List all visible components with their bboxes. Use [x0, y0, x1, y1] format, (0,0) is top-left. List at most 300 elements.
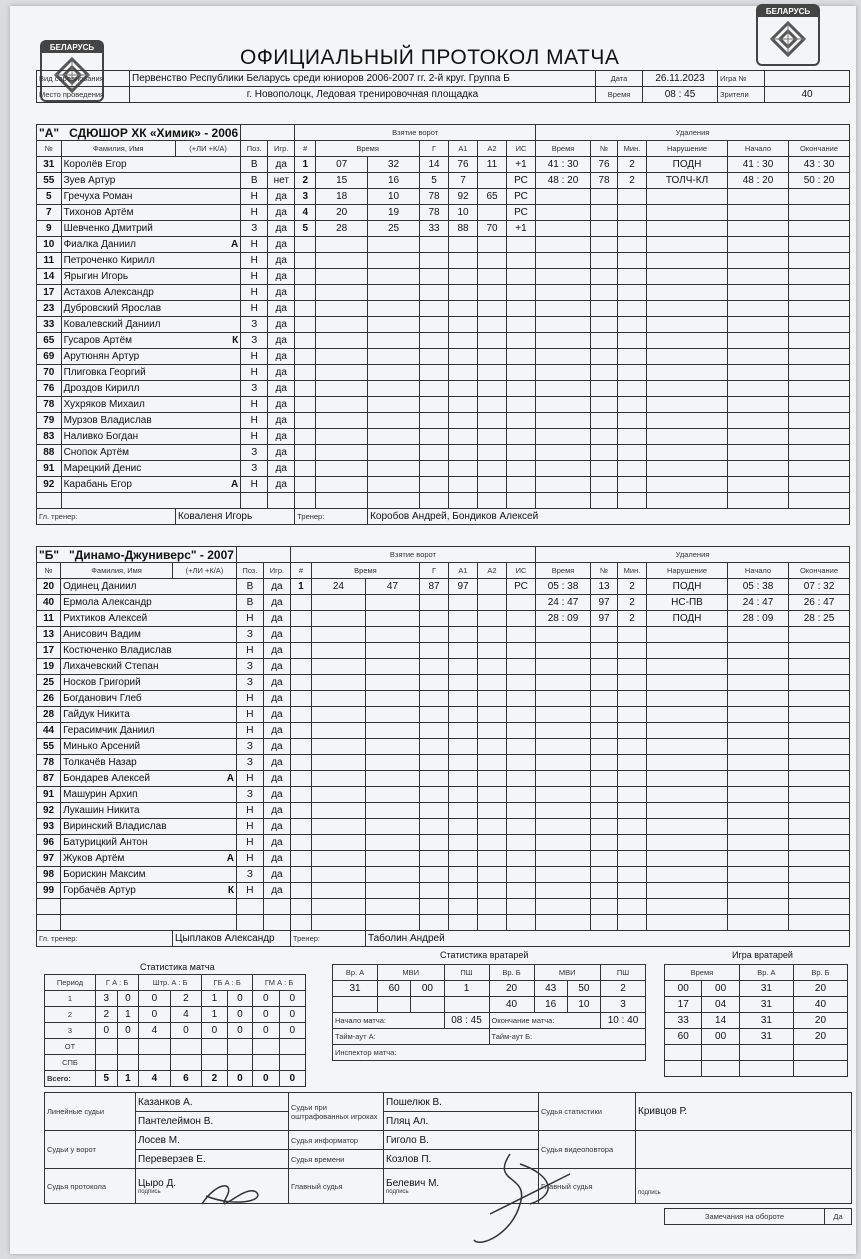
player-row [37, 627, 850, 643]
period-value: 2 [96, 1007, 118, 1023]
player-name-text: Носков Григорий [63, 677, 141, 688]
player-played: да [263, 659, 290, 675]
penalty-end [789, 819, 850, 835]
player-row [37, 723, 850, 739]
player-number: 99 [37, 883, 61, 899]
player-name-text: Королёв Егор [63, 159, 127, 170]
penalty-start [728, 397, 789, 413]
goalie-b-number: 20 [793, 981, 847, 997]
penalty-minutes [618, 867, 647, 883]
gg-col-time: Время [665, 965, 740, 981]
goal-index [290, 867, 311, 883]
player-row [37, 611, 850, 627]
penalty-player [591, 899, 618, 915]
player-row [37, 253, 850, 269]
player-name [61, 365, 241, 381]
period-value: 0 [279, 1007, 305, 1023]
goal-scorer [420, 413, 449, 429]
goal-scorer [420, 429, 449, 445]
goal-index [290, 707, 311, 723]
goal-time-min [311, 627, 365, 643]
team-a-name: СДЮШОР ХК «Химик» - 2006 [69, 125, 239, 140]
penalty-start-sec: 20 [762, 175, 774, 186]
goal-time-min [311, 851, 365, 867]
player-position: З [236, 739, 263, 755]
penalty-end [789, 461, 850, 477]
goal-time-min [311, 899, 365, 915]
col-pos: Поз. [241, 141, 268, 157]
goal-time-sec [368, 461, 420, 477]
penalty-time [536, 739, 591, 755]
penalty-end [789, 627, 850, 643]
goal-situation [507, 851, 536, 867]
player-name [61, 723, 237, 739]
penalty-time: 41 : 30 [536, 157, 591, 173]
goal-assist-2: 70 [478, 221, 507, 237]
goal-time-sec [365, 659, 419, 675]
goal-time-sec [365, 691, 419, 707]
goal-time-sec [365, 899, 419, 915]
goal-situation: +1 [507, 157, 536, 173]
penalty-player [591, 365, 618, 381]
goal-index: 1 [290, 579, 311, 595]
goal-situation [507, 365, 536, 381]
penalty-start [728, 755, 789, 771]
goal-time-min: 15 [316, 173, 368, 189]
col-goal-a1: А1 [449, 563, 478, 579]
goal-assist-1 [449, 269, 478, 285]
player-name [61, 739, 237, 755]
player-row [37, 755, 850, 771]
player-position: В [236, 595, 263, 611]
penalty-start [728, 771, 789, 787]
col-cap: (+ЛИ +К/А) [173, 563, 237, 579]
goalie-a-number: 31 [739, 997, 793, 1013]
penalty-minutes [618, 915, 647, 931]
penalty-player [591, 477, 618, 493]
player-row [37, 317, 850, 333]
player-row [37, 867, 850, 883]
goalie-a-toi-sec [411, 997, 444, 1013]
referee-signature-icon [450, 1144, 580, 1254]
penalty-violation [647, 365, 728, 381]
col-pen-time: Время [536, 563, 591, 579]
goal-time-sec [365, 835, 419, 851]
player-row [37, 477, 850, 493]
goal-time-min [311, 595, 365, 611]
goal-assist-2 [478, 835, 507, 851]
goalie-change-sec: 04 [702, 997, 739, 1013]
penalty-start [728, 381, 789, 397]
penalty-start [728, 883, 789, 899]
player-row [37, 899, 850, 915]
penalty-time [536, 189, 591, 205]
player-position: Н [241, 285, 268, 301]
player-name-text: Ярыгин Игорь [63, 271, 129, 282]
penalty-time [536, 723, 591, 739]
goal-situation [507, 867, 536, 883]
penalty-end [789, 301, 850, 317]
player-played: да [263, 851, 290, 867]
logo-caption: БЕЛАРУСЬ [758, 6, 818, 17]
penalty-player [591, 429, 618, 445]
goal-scorer: 87 [420, 579, 449, 595]
goal-index [295, 301, 316, 317]
player-name [61, 445, 241, 461]
player-number: 55 [37, 739, 61, 755]
player-played: да [268, 205, 295, 221]
linesman-2: Пантелеймон В. [136, 1112, 289, 1131]
player-name [61, 413, 241, 429]
goal-time-sec [368, 365, 420, 381]
penalty-minutes [618, 317, 647, 333]
goalie-game-title: Игра вратарей [732, 950, 793, 960]
penalty-time [536, 349, 591, 365]
time-label: Время [596, 87, 643, 103]
penalty-player [591, 915, 618, 931]
penalties-header: Удаления [536, 547, 850, 563]
goal-time-min [316, 285, 368, 301]
captain-mark: А [226, 853, 234, 864]
goalie-b-toi-min: 16 [534, 997, 567, 1013]
player-number: 13 [37, 627, 61, 643]
penalty-end: 26 : 47 [789, 595, 850, 611]
goal-assist-2 [478, 595, 507, 611]
penalty-player [591, 237, 618, 253]
penalty-start [728, 787, 789, 803]
penalty-minutes [618, 627, 647, 643]
goal-time-min [311, 867, 365, 883]
player-name-text: Петроченко Кирилл [63, 255, 155, 266]
penalty-player [591, 643, 618, 659]
goalie-b-number [793, 1061, 847, 1077]
goal-situation [507, 381, 536, 397]
goal-time-min [316, 477, 368, 493]
penalty-end [789, 189, 850, 205]
goal-assist-2 [478, 723, 507, 739]
period-value: 0 [227, 1023, 252, 1039]
player-played: да [268, 461, 295, 477]
penalty-start [728, 643, 789, 659]
player-name [61, 237, 241, 253]
goalie-change-min [665, 1045, 702, 1061]
penalty-start [728, 413, 789, 429]
video-judge-value [636, 1131, 852, 1169]
penalty-violation [647, 915, 728, 931]
col-goal-is: ИС [507, 141, 536, 157]
col-pos: Поз. [236, 563, 263, 579]
scorekeeper-signature-icon [196, 1174, 276, 1214]
penalty-end [789, 675, 850, 691]
penalty-violation [647, 643, 728, 659]
goal-assist-1 [449, 643, 478, 659]
penalty-start [728, 675, 789, 691]
player-name [61, 429, 241, 445]
penalty-time [536, 883, 591, 899]
penalty-time-sec: 09 [567, 613, 579, 624]
player-name-text: Анисович Вадим [63, 629, 141, 640]
period-value [202, 1039, 227, 1055]
player-position: Н [241, 349, 268, 365]
penalty-end-min: 43 [803, 159, 815, 170]
goal-assist-2 [478, 691, 507, 707]
goal-scorer [420, 723, 449, 739]
player-position: Н [241, 237, 268, 253]
player-played: да [268, 445, 295, 461]
player-name-text: Костюченко Владислав [63, 645, 172, 656]
player-name-text: Гайдук Никита [63, 709, 130, 720]
penalty-start: 41 : 30 [728, 157, 789, 173]
player-row [37, 333, 850, 349]
player-position: В [241, 157, 268, 173]
goal-time-sec: 19 [368, 205, 420, 221]
player-row [37, 349, 850, 365]
penalty-end [789, 477, 850, 493]
player-name [61, 755, 237, 771]
penalty-time [536, 413, 591, 429]
goal-assist-1 [449, 285, 478, 301]
player-name-text: Одинец Даниил [63, 581, 137, 592]
player-position: З [236, 627, 263, 643]
goal-assist-1 [449, 851, 478, 867]
penalty-time [536, 429, 591, 445]
penalty-end [789, 883, 850, 899]
goal-assist-2: 11 [478, 157, 507, 173]
penalty-player [591, 301, 618, 317]
goal-index [295, 349, 316, 365]
player-name-text: Дроздов Кирилл [63, 383, 140, 394]
penalty-minutes [618, 851, 647, 867]
goal-time-min [311, 643, 365, 659]
goal-time-sec [365, 915, 419, 931]
goalie-change-min [665, 1061, 702, 1077]
penalty-time [536, 269, 591, 285]
competition-value: Первенство Республики Беларусь среди юниоров 2006-2007 гг. 2-й круг. Группа Б [130, 71, 596, 87]
goal-time-sec [368, 445, 420, 461]
player-name-text: Астахов Александр [63, 287, 154, 298]
penalty-end [789, 867, 850, 883]
goal-time-sec [368, 285, 420, 301]
penalty-violation [647, 819, 728, 835]
player-number: 78 [37, 755, 61, 771]
penalty-violation [647, 317, 728, 333]
goal-scorer [420, 899, 449, 915]
penalty-player [591, 707, 618, 723]
match-stats-row [45, 1039, 306, 1055]
penalty-time [536, 237, 591, 253]
period-label: ОТ [45, 1039, 96, 1055]
goal-index [290, 819, 311, 835]
penalty-player [591, 883, 618, 899]
team-b-table [36, 546, 850, 947]
goalie-b-number: 20 [793, 1013, 847, 1029]
penalty-end: 28 : 25 [789, 611, 850, 627]
penalty-violation [647, 413, 728, 429]
goal-assist-2 [478, 493, 507, 509]
goal-assist-2: 65 [478, 189, 507, 205]
penalty-violation [647, 445, 728, 461]
goal-situation [507, 691, 536, 707]
player-name [61, 611, 237, 627]
player-played [263, 915, 290, 931]
player-position: В [241, 173, 268, 189]
penalty-time [536, 445, 591, 461]
goal-time-min [311, 915, 365, 931]
penalty-minutes [618, 493, 647, 509]
player-number: 17 [37, 643, 61, 659]
penalty-minutes [618, 477, 647, 493]
player-row [37, 643, 850, 659]
goal-situation: РС [507, 189, 536, 205]
period-value [117, 1055, 139, 1071]
goal-situation [507, 493, 536, 509]
period-value [253, 1055, 279, 1071]
goalie-change-min: 00 [665, 981, 702, 997]
penalty-minutes [618, 771, 647, 787]
goal-situation [507, 445, 536, 461]
match-start-label: Начало матча: [333, 1013, 445, 1029]
match-end-label: Окончание матча: [489, 1013, 601, 1029]
goal-assist-1: 10 [449, 205, 478, 221]
goals-header: Взятие ворот [290, 547, 535, 563]
penalty-player [591, 787, 618, 803]
goalie-stats-row [333, 997, 646, 1013]
goal-assist-1 [449, 691, 478, 707]
goal-index [290, 915, 311, 931]
goal-index [295, 493, 316, 509]
penalty-violation [647, 397, 728, 413]
penalty-time [536, 867, 591, 883]
goal-assist-1: 92 [449, 189, 478, 205]
goal-assist-1 [449, 915, 478, 931]
player-name [61, 771, 237, 787]
penalty-minutes [618, 333, 647, 349]
player-position: Н [236, 643, 263, 659]
player-name [61, 675, 237, 691]
head-coach-label: Гл. тренер: [37, 931, 173, 947]
player-played: да [268, 477, 295, 493]
goal-assist-2 [478, 461, 507, 477]
goal-situation [507, 237, 536, 253]
goal-situation [507, 253, 536, 269]
penalty-start-min: 05 [742, 581, 754, 592]
team-a-title [37, 125, 241, 141]
player-position: Н [236, 803, 263, 819]
player-position: Н [236, 851, 263, 867]
penalty-violation [647, 755, 728, 771]
goal-assist-1 [449, 899, 478, 915]
goalie-a-number [739, 1045, 793, 1061]
date-value: 26.11.2023 [643, 71, 718, 87]
player-name-text: Тихонов Артём [63, 207, 134, 218]
penalty-end: 07 : 32 [789, 579, 850, 595]
match-stats-table [44, 974, 306, 1087]
period-label: СПБ [45, 1055, 96, 1071]
goal-time-min [311, 707, 365, 723]
penalty-violation: ПОДН [647, 579, 728, 595]
penalty-minutes [618, 397, 647, 413]
goalie-game-row [665, 1045, 848, 1061]
goal-index: 3 [295, 189, 316, 205]
player-row [37, 173, 850, 189]
penalty-violation [647, 253, 728, 269]
penalty-time [536, 915, 591, 931]
penalty-time [536, 317, 591, 333]
penalty-end-sec: 30 [823, 159, 835, 170]
player-position [236, 899, 263, 915]
penalty-start: 24 : 47 [728, 595, 789, 611]
goal-index [290, 803, 311, 819]
penalty-minutes [618, 691, 647, 707]
goal-time-min [316, 413, 368, 429]
goal-scorer [420, 365, 449, 381]
penalty-minutes [618, 365, 647, 381]
goal-situation [507, 819, 536, 835]
goal-time-min [316, 269, 368, 285]
player-name-text: Горбачёв Артур [63, 885, 136, 896]
goalie-a-ga [444, 997, 489, 1013]
penalty-time-sec: 30 [567, 159, 579, 170]
period-value [227, 1039, 252, 1055]
goalie-stats-table [332, 964, 646, 1061]
goal-assist-1 [449, 659, 478, 675]
player-row [37, 445, 850, 461]
col-pen-viol: Нарушение [647, 563, 728, 579]
penalty-start: 28 : 09 [728, 611, 789, 627]
goal-assist-1: 76 [449, 157, 478, 173]
informer-label: Судья информатор [289, 1131, 384, 1150]
goal-scorer [420, 461, 449, 477]
player-number: 14 [37, 269, 62, 285]
player-played: да [263, 723, 290, 739]
goal-assist-2 [478, 477, 507, 493]
goal-time-sec [365, 627, 419, 643]
inspector-label: Инспектор матча: [333, 1045, 646, 1061]
remarks-label: Замечания на обороте [665, 1209, 825, 1225]
penalty-time [536, 819, 591, 835]
player-row [37, 205, 850, 221]
goalie-a-number: 31 [739, 981, 793, 997]
player-row [37, 675, 850, 691]
penalty-start [728, 477, 789, 493]
player-name [61, 397, 241, 413]
penalty-end-min: 26 [803, 597, 815, 608]
penalty-violation [647, 787, 728, 803]
penalty-player [591, 397, 618, 413]
goal-time-min [311, 771, 365, 787]
goal-index [290, 723, 311, 739]
player-name-text: Бондарев Алексей [63, 773, 151, 784]
player-number: 31 [37, 157, 62, 173]
player-name-text: Марецкий Денис [63, 463, 142, 474]
player-name-text: Толкачёв Назар [63, 757, 137, 768]
player-number: 83 [37, 429, 62, 445]
player-name [61, 851, 237, 867]
goal-time-min [316, 237, 368, 253]
goal-time-min [311, 803, 365, 819]
penalty-start [728, 851, 789, 867]
gs-col-ga-a: ПШ [444, 965, 489, 981]
goal-scorer [420, 835, 449, 851]
player-position: Н [236, 723, 263, 739]
player-name [61, 835, 237, 851]
player-name [61, 883, 237, 899]
player-name [61, 691, 237, 707]
player-position: Н [236, 707, 263, 723]
penalty-time [536, 301, 591, 317]
player-row [37, 381, 850, 397]
goal-time-min [316, 301, 368, 317]
